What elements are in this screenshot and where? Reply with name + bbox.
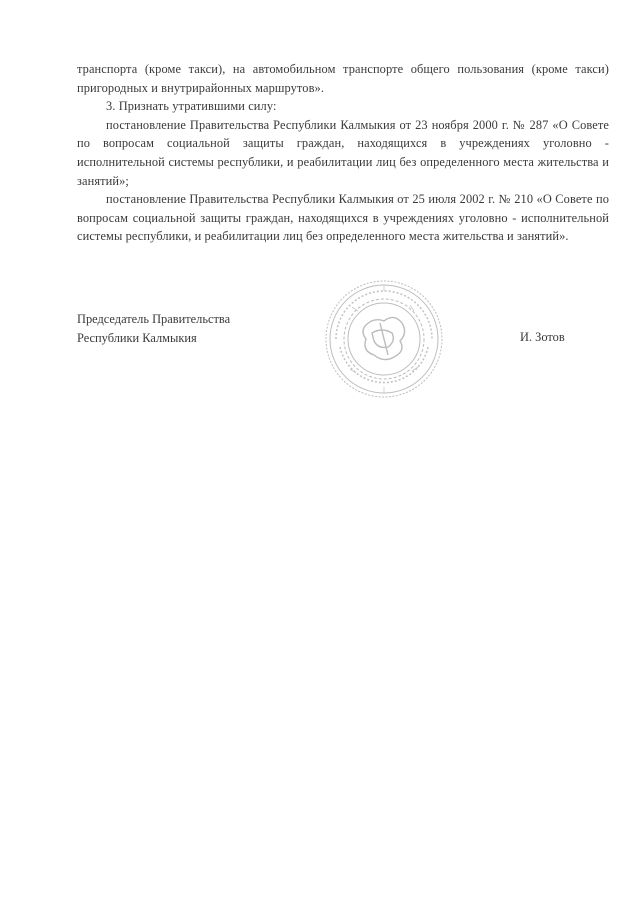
paragraph-item-3: 3. Признать утратившими силу: bbox=[106, 99, 277, 114]
signature-block bbox=[77, 310, 230, 347]
document-body bbox=[77, 60, 609, 246]
official-seal-stamp bbox=[322, 277, 446, 401]
paragraph-resolution-287: постановление Правительства Республики Калмыкия от 23 ноября 2000 г. № 287 «О Совете по вопросам социальной защиты граждан, находящихся в учреждениях уголовно - исполнительной системы республики, и реабилитации лиц без определенного места жительства и занятий»; bbox=[77, 117, 609, 188]
signer-position-line2: Республики Калмыкия bbox=[77, 330, 197, 345]
paragraph-continuation: транспорта (кроме такси), на автомобильном транспорте общего пользования (кроме такси) пригородных и внутрирайонных маршрутов». bbox=[77, 62, 609, 95]
paragraph-resolution-210: постановление Правительства Республики Калмыкия от 25 июля 2002 г. № 210 «О Совете по вопросам социальной защиты граждан, находящихся в учреждениях уголовно - исполнительной системы республики, и реабилитации лиц без определенного места жительства и занятий». bbox=[77, 192, 609, 244]
signer-position-line1: Председатель Правительства bbox=[77, 312, 231, 326]
signer-name: И. Зотов bbox=[520, 330, 565, 344]
